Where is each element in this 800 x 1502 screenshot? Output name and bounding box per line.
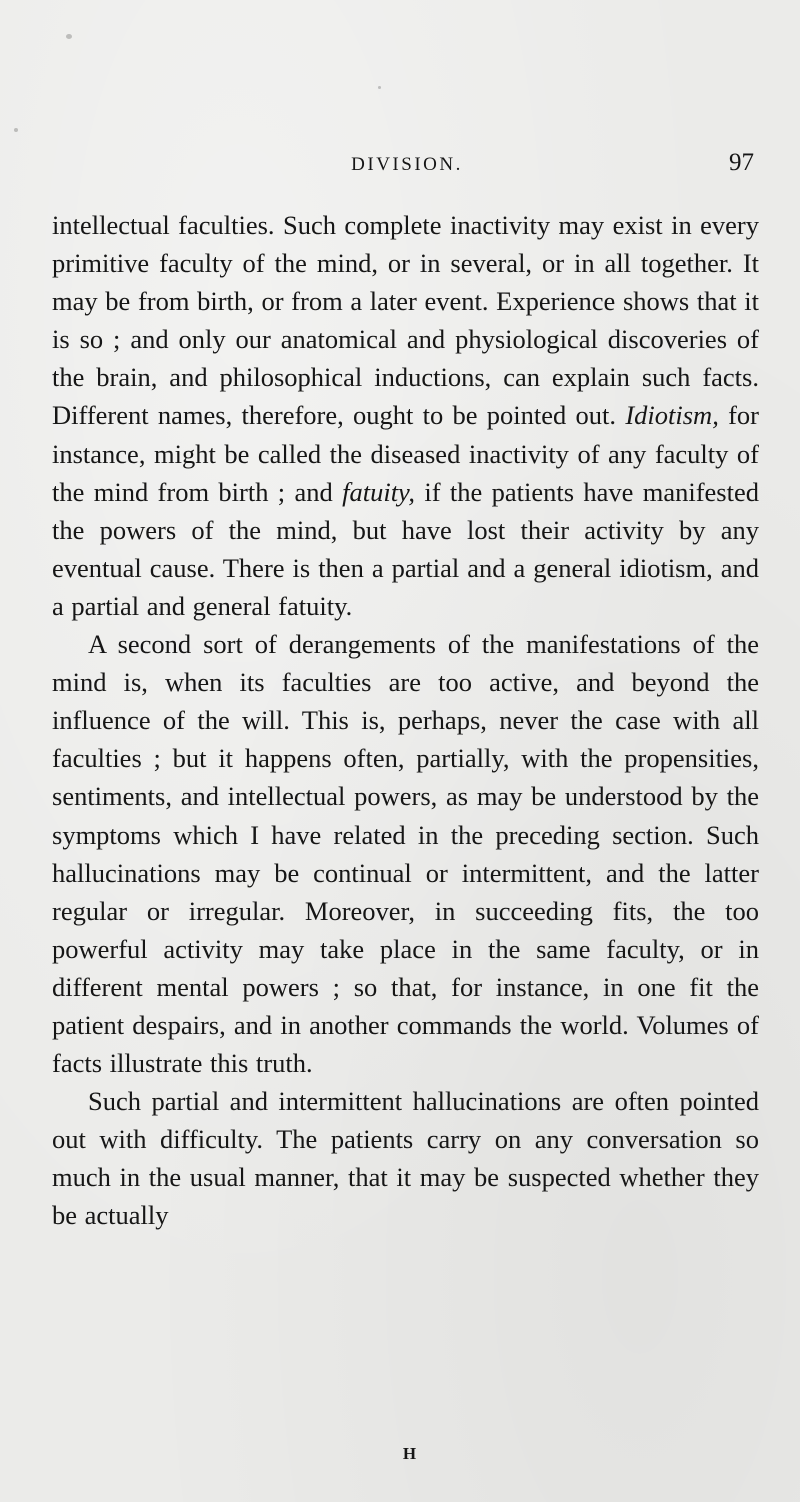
page-number: 97 xyxy=(729,149,754,176)
text-run-italic: Idiotism, xyxy=(625,400,719,431)
paragraph-1 xyxy=(52,206,759,625)
signature-mark: H xyxy=(402,1444,418,1463)
text-run: intellectual faculties. Such complete inactivity may exist in every primitive faculty of the mind, or in several, or in all together. It may be from birth, or from a later event. Experience shows that it is so ; and only our anatomical and physiological discoveries of the brain, and philosophical inductions, can explain such facts. Different names, therefore, ought to be pointed out. xyxy=(52,210,759,431)
text-run: if the patients have manifested the powers of the mind, but have lost their activity by any eventual cause. There is then a partial and a general idiotism, and a partial and general fatuity. xyxy=(52,476,759,621)
text-run-italic: fatuity, xyxy=(342,476,415,507)
running-head xyxy=(52,150,762,180)
paragraph-2 xyxy=(52,625,759,1082)
paper-speck xyxy=(14,128,18,132)
text-run: Such partial and intermittent hallucinations are often pointed out with difficulty. The patients carry on any conversation so much in the usual manner, that it may be suspected whether they be actually xyxy=(52,1086,759,1231)
body-text xyxy=(52,206,759,1235)
paragraph-3 xyxy=(52,1082,759,1234)
running-title: DIVISION. xyxy=(351,154,463,175)
text-run: A second sort of derangements of the manifestations of the mind is, when its faculties are too active, and beyond the influence of the will. This is, perhaps, never the case with all faculties ; but it happens often, partially, with the propensities, sentiments, and intellectual powers, as may be understood by the symptoms which I have related in the preceding section. Such hallucinations may be continual or intermittent, and the latter regular or irregular. Moreover, in succeeding fits, the too powerful activity may take place in the same faculty, or in different mental powers ; so that, for instance, in one fit the patient despairs, and in another commands the world. Volumes of facts illustrate this truth. xyxy=(52,629,759,1079)
text-run: for instance, might be called the diseased inactivity of any faculty of the mind from birth ; and xyxy=(52,400,759,507)
paper-speck xyxy=(378,86,381,89)
paper-speck xyxy=(66,34,72,39)
